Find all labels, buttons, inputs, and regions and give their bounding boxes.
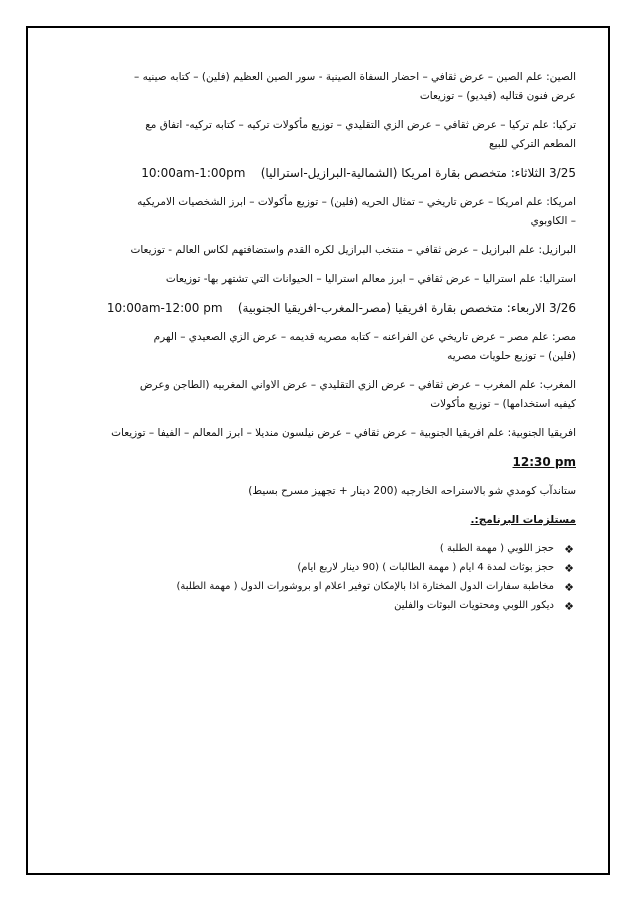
paragraph-morocco xyxy=(60,376,576,414)
text-line: تركيا: علم تركيا – عرض ثقافي – عرض الزي التقليدي – توزيع مأكولات تركيه – كتابه تركيه- اتفاق مع xyxy=(145,119,576,131)
text-line: البرازيل: علم البرازيل – عرض ثقافي – منتخب البرازيل لكره القدم واستضافتهم لكاس العالم - توزيعات xyxy=(130,244,576,256)
time-heading: 12:30 pm xyxy=(512,455,576,469)
day-label: الثلاثاء: متخصص بقارة امريكا (الشمالية-البرازيل-استراليا) xyxy=(260,166,546,180)
paragraph-america xyxy=(60,193,576,231)
list-item-text: حجز اللوبي ( مهمة الطلبة ) xyxy=(439,543,554,554)
paragraph-brazil xyxy=(60,241,576,260)
paragraph-turkey xyxy=(60,116,576,154)
text-line: عرض فنون قتاليه (فيديو) – توزيعات xyxy=(419,90,576,102)
paragraph-australia xyxy=(60,270,576,289)
text-line: – الكاوبوي xyxy=(530,215,576,227)
requirements-list xyxy=(60,540,576,614)
requirements-heading: مستلزمات البرنامج:. xyxy=(470,514,576,526)
text-line: (فلين) – توزيع حلويات مصريه xyxy=(447,350,576,362)
diamond-bullet-icon: ❖ xyxy=(564,543,574,556)
text-line: المغرب: علم المغرب – عرض ثقافي – عرض الزي التقليدي – عرض الاواني المغربيه (الطاجن وعرض xyxy=(139,379,576,391)
day-date: 3/26 xyxy=(549,301,576,315)
text-line: امريكا: علم امريكا – عرض تاريخي – تمثال الحريه (فلين) – توزيع مأكولات – ابرز الشخصيات الامريكيه xyxy=(137,196,576,208)
diamond-bullet-icon: ❖ xyxy=(564,581,574,594)
paragraph-south-africa xyxy=(60,424,576,443)
text-line: المطعم التركي للبيع xyxy=(489,138,576,150)
standup-text: ستاندآب كومدي شو بالاستراحه الخارجيه (200 دينار + تجهيز مسرح بسيط) xyxy=(248,485,576,497)
paragraph-china xyxy=(60,68,576,106)
list-item xyxy=(60,540,576,557)
text-line: كيفيه استخدامها) – توزيع مأكولات xyxy=(430,398,576,410)
paragraph-egypt xyxy=(60,328,576,366)
day-date: 3/25 xyxy=(549,166,576,180)
standup-line xyxy=(60,482,576,501)
list-item xyxy=(60,597,576,614)
list-item-text: حجز بوثات لمدة 4 ايام ( مهمة الطالبات ) (90 دينار لاربع ايام) xyxy=(297,562,554,573)
text-line: الصين: علم الصين – عرض ثقافي – احضار السفاة الصينية - سور الصين العظيم (فلين) – كتابه صينيه – xyxy=(134,71,576,83)
day-heading-wednesday xyxy=(60,299,576,318)
diamond-bullet-icon: ❖ xyxy=(564,600,574,613)
day-time: 10:00am-1:00pm xyxy=(141,166,246,180)
document-body xyxy=(60,68,576,616)
text-line: استراليا: علم استراليا – عرض ثقافي – ابرز معالم استراليا – الحيوانات التي تشتهر بها- توزيعات xyxy=(165,273,576,285)
list-item-text: مخاطبة سفارات الدول المختارة اذا بالإمكان توفير اعلام او بروشورات الدول ( مهمة الطلبة) xyxy=(176,581,554,592)
day-heading-tuesday xyxy=(60,164,576,183)
day-label: الاربعاء: متخصص بقارة افريقيا (مصر-المغرب-افريقيا الجنوبية) xyxy=(237,301,546,315)
diamond-bullet-icon: ❖ xyxy=(564,562,574,575)
list-item-text: ديكور اللوبي ومحتويات البوثات والفلين xyxy=(394,600,554,611)
list-item xyxy=(60,559,576,576)
list-item xyxy=(60,578,576,595)
text-line: افريقيا الجنوبية: علم افريقيا الجنوبية – عرض ثقافي – عرض نيلسون منديلا – ابرز المعالم – الفيفا – توزيعات xyxy=(111,427,576,439)
text-line: مصر: علم مصر – عرض تاريخي عن الفراعنه – كتابه مصريه قديمه – عرض الزي الصعيدي – الهرم xyxy=(153,331,576,343)
day-time: 10:00am-12:00 pm xyxy=(106,301,223,315)
